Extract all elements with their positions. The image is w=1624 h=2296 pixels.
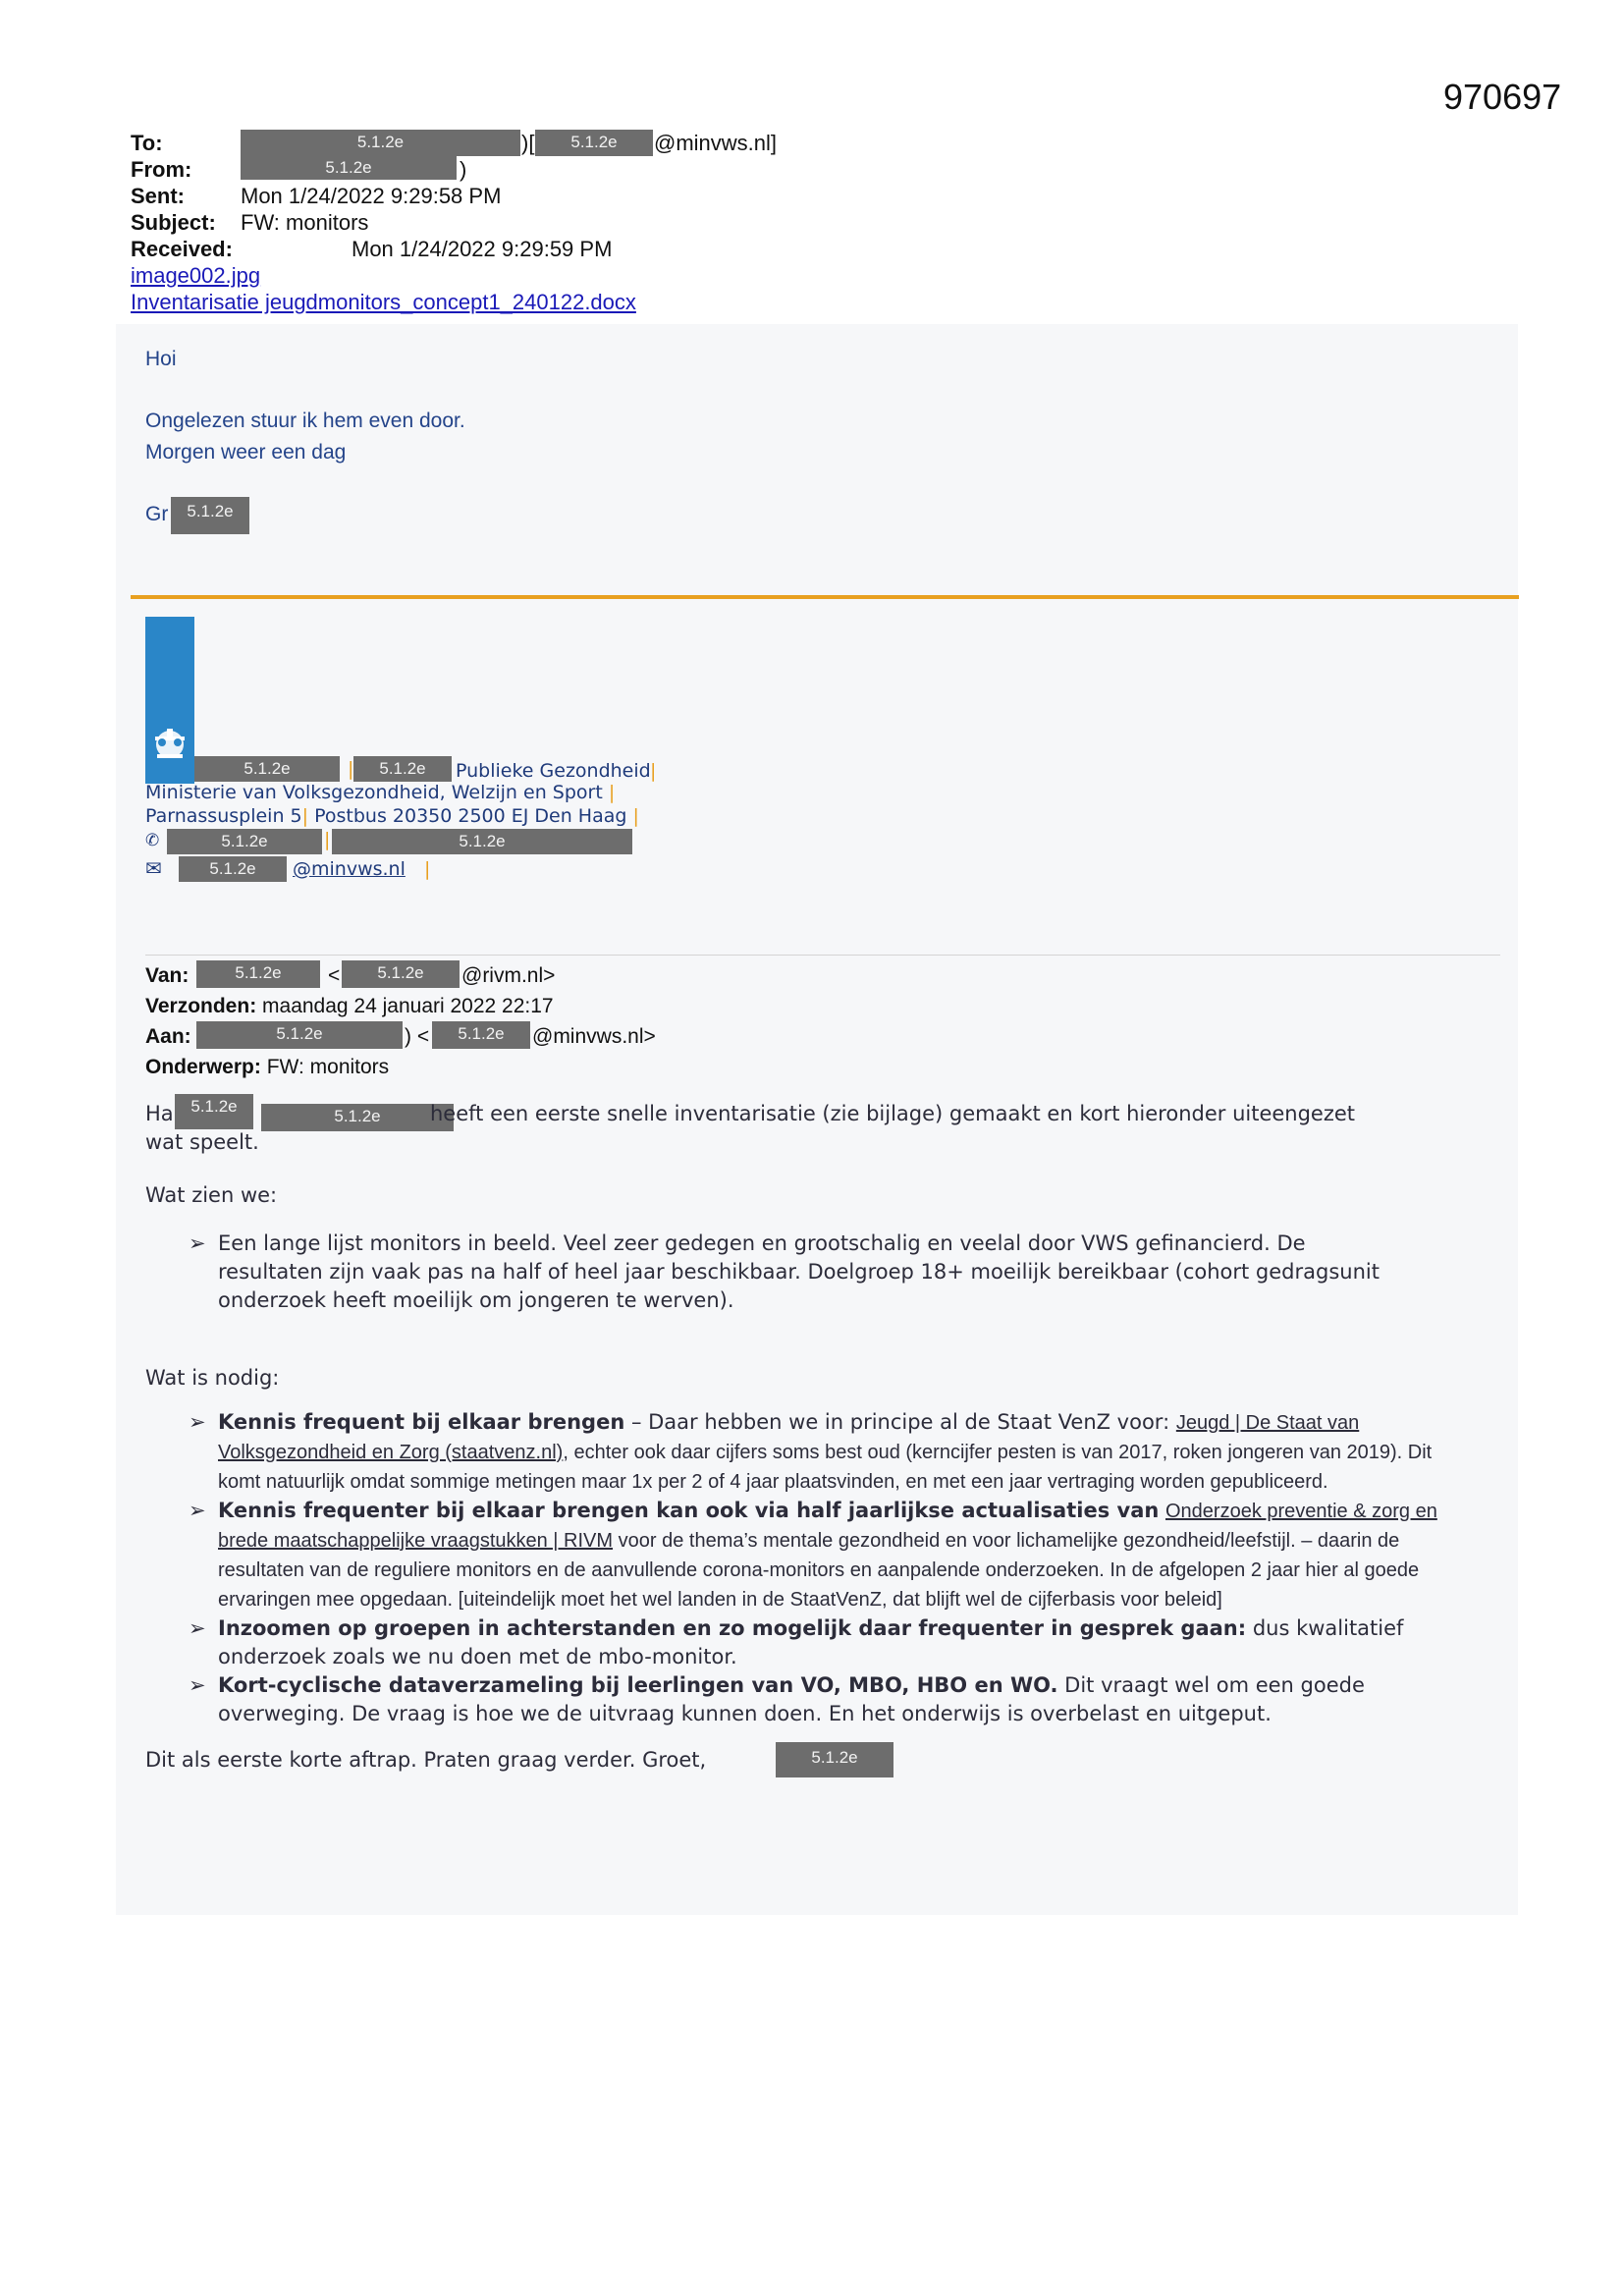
forward-header <box>145 960 1029 1082</box>
bullet-text: voor de thema’s mentale gezondheid en voor lichamelijke gezondheid/leefstijl. – daarin de resultaten van de reguliere monitors en de aanvullende corona-monitors en aanpalende onderzoeken. In de afgelopen 2 jaar hier al goede ervaringen mee opgedaan. [uiteindelijk moet het wel landen in de StaatVenZ, dat blijft wel de cijferbasis voor beleid] <box>218 1530 1420 1611</box>
intro-cont: wat speelt. <box>145 1130 259 1154</box>
redaction: 5.1.2e <box>241 130 520 156</box>
sent-value: Mon 1/24/2022 9:29:58 PM <box>241 184 502 208</box>
pipe: | <box>301 805 309 827</box>
list-item <box>189 1230 1416 1315</box>
arrow-bullet-icon: ➢ <box>189 1616 206 1640</box>
greeting: Hoi <box>145 348 177 370</box>
arrow-bullet-icon: ➢ <box>189 1499 206 1522</box>
bullet-text: dus kwalitatief onderzoek zoals we nu doen met de mbo-monitor. <box>218 1616 1404 1668</box>
redaction: 5.1.2e <box>776 1742 893 1777</box>
pipe: | <box>632 805 639 827</box>
list-item <box>189 1497 1475 1614</box>
redaction: 5.1.2e <box>241 156 457 180</box>
received-label: Received: <box>131 237 233 261</box>
rivm-link[interactable]: Onderzoek preventie & zorg en brede maatschappelijke vraagstukken | RIVM <box>218 1501 1437 1552</box>
redaction: 5.1.2e <box>261 1104 454 1131</box>
redaction: 5.1.2e <box>167 829 322 854</box>
sent-label: Sent: <box>131 184 185 208</box>
redaction: 5.1.2e <box>353 756 452 782</box>
phone-icon: ✆ <box>145 831 160 850</box>
attachment-link[interactable]: image002.jpg <box>131 263 261 288</box>
from-label: From: <box>131 157 192 182</box>
envelope-icon: ✉ <box>145 856 162 880</box>
arrow-bullet-icon: ➢ <box>189 1410 206 1434</box>
redaction: 5.1.2e <box>175 1094 253 1129</box>
verzonden-value: maandag 24 januari 2022 22:17 <box>262 995 554 1017</box>
address: Parnassusplein 5 <box>145 805 302 827</box>
department: Publieke Gezondheid <box>456 760 651 782</box>
redaction: 5.1.2e <box>179 856 287 882</box>
bullet-text: , echter ook daar cijfers soms best oud (kerncijfer pesten is van 2017, roken jongeren van 2019). Dit komt natuurlijk omdat sommige metingen maar 1x per 2 of 4 jaar plaatsvinden, en met een jaar vertraging worden gepubliceerd. <box>218 1442 1433 1493</box>
to-open: )[ <box>521 131 535 155</box>
intro-text: heeft een eerste snelle inventarisatie (zie bijlage) gemaakt en kort hieronder uiteengezet <box>430 1102 1356 1125</box>
postbus: Postbus 20350 2500 EJ Den Haag <box>314 805 627 827</box>
signature-block <box>145 756 734 884</box>
bullet-bold: Kennis frequenter bij elkaar brengen kan ook via half jaarlijkse actualisaties van <box>218 1499 1160 1522</box>
pipe: | <box>608 782 616 803</box>
onderwerp-value: FW: monitors <box>266 1056 390 1078</box>
email-header <box>131 130 1014 315</box>
bullet-text: Dit vraagt wel om een goede overweging. De vraag is hoe we de uitvraag kunnen doen. En het onderwijs is overbelast en uitgeput. <box>218 1673 1365 1725</box>
redaction: 5.1.2e <box>342 960 460 988</box>
first-message <box>145 344 465 530</box>
message-line: Ongelezen stuur ik hem even door. <box>145 410 465 432</box>
redaction: 5.1.2e <box>171 497 249 534</box>
redaction: 5.1.2e <box>535 130 653 156</box>
forward-body <box>145 1097 1500 1779</box>
list-item <box>189 1408 1475 1497</box>
intro-prefix: Ha <box>145 1102 174 1125</box>
redaction: 5.1.2e <box>196 1021 403 1049</box>
redaction: 5.1.2e <box>332 829 632 854</box>
section-heading: Wat zien we: <box>145 1183 278 1207</box>
van-label: Van: <box>145 964 189 987</box>
list-item <box>189 1671 1475 1728</box>
pipe: | <box>348 758 354 780</box>
pipe: | <box>424 858 431 880</box>
arrow-bullet-icon: ➢ <box>189 1673 206 1697</box>
bullet-text: – Daar hebben we in principe al de Staat VenZ voor: <box>624 1410 1176 1434</box>
staatvenz-link[interactable]: Jeugd | De Staat van Volksgezondheid en Zorg (staatvenz.nl) <box>218 1412 1360 1463</box>
pipe: | <box>324 829 331 850</box>
angle-open: < <box>328 964 341 987</box>
arrow-bullet-icon: ➢ <box>189 1231 206 1255</box>
onderwerp-label: Onderwerp: <box>145 1056 261 1078</box>
aan-label: Aan: <box>145 1025 191 1048</box>
section-heading: Wat is nodig: <box>145 1366 280 1390</box>
angle-open: ) < <box>405 1025 430 1048</box>
from-close: ) <box>460 157 467 182</box>
received-value: Mon 1/24/2022 9:29:59 PM <box>352 237 613 261</box>
to-label: To: <box>131 131 163 155</box>
pipe: | <box>650 760 657 782</box>
bullet-bold: Kort-cyclische dataverzameling bij leerlingen van VO, MBO, HBO en WO. <box>218 1673 1058 1697</box>
redaction: 5.1.2e <box>432 1021 530 1049</box>
email-domain-link[interactable]: @minvws.nl <box>293 858 406 880</box>
ministry: Ministerie van Volksgezondheid, Welzijn en Sport <box>145 782 603 803</box>
subject-label: Subject: <box>131 210 216 235</box>
sign-prefix: Gr <box>145 503 169 525</box>
message-line: Morgen weer een dag <box>145 441 347 464</box>
subject-value: FW: monitors <box>241 210 369 235</box>
bullet-text: Een lange lijst monitors in beeld. Veel zeer gedegen en grootschalig en veelal door VWS gefinancierd. De resultaten zijn vaak pas na half of heel jaar beschikbaar. Doelgroep 18+ moeilijk bereikbaar (cohort gedragsunit onderzoek heeft moeilijk om jongeren te werven). <box>218 1231 1380 1312</box>
bullet-bold: Inzoomen op groepen in achterstanden en zo mogelijk daar frequenter in gesprek gaan: <box>218 1616 1247 1640</box>
closing-text: Dit als eerste korte aftrap. Praten graag verder. Groet, <box>145 1748 707 1772</box>
bullet-bold: Kennis frequent bij elkaar brengen <box>218 1410 625 1434</box>
separator-line <box>131 595 1519 599</box>
aan-domain: @minvws.nl> <box>532 1025 656 1048</box>
redaction: 5.1.2e <box>196 960 320 988</box>
to-domain: @minvws.nl] <box>654 131 778 155</box>
verzonden-label: Verzonden: <box>145 995 257 1017</box>
van-domain: @rivm.nl> <box>461 964 556 987</box>
document-number: 970697 <box>1443 77 1562 117</box>
list-item <box>189 1614 1475 1671</box>
separator-line <box>145 955 1500 956</box>
redaction: 5.1.2e <box>194 756 340 782</box>
attachment-link[interactable]: Inventarisatie jeugdmonitors_concept1_240122.docx <box>131 290 636 314</box>
